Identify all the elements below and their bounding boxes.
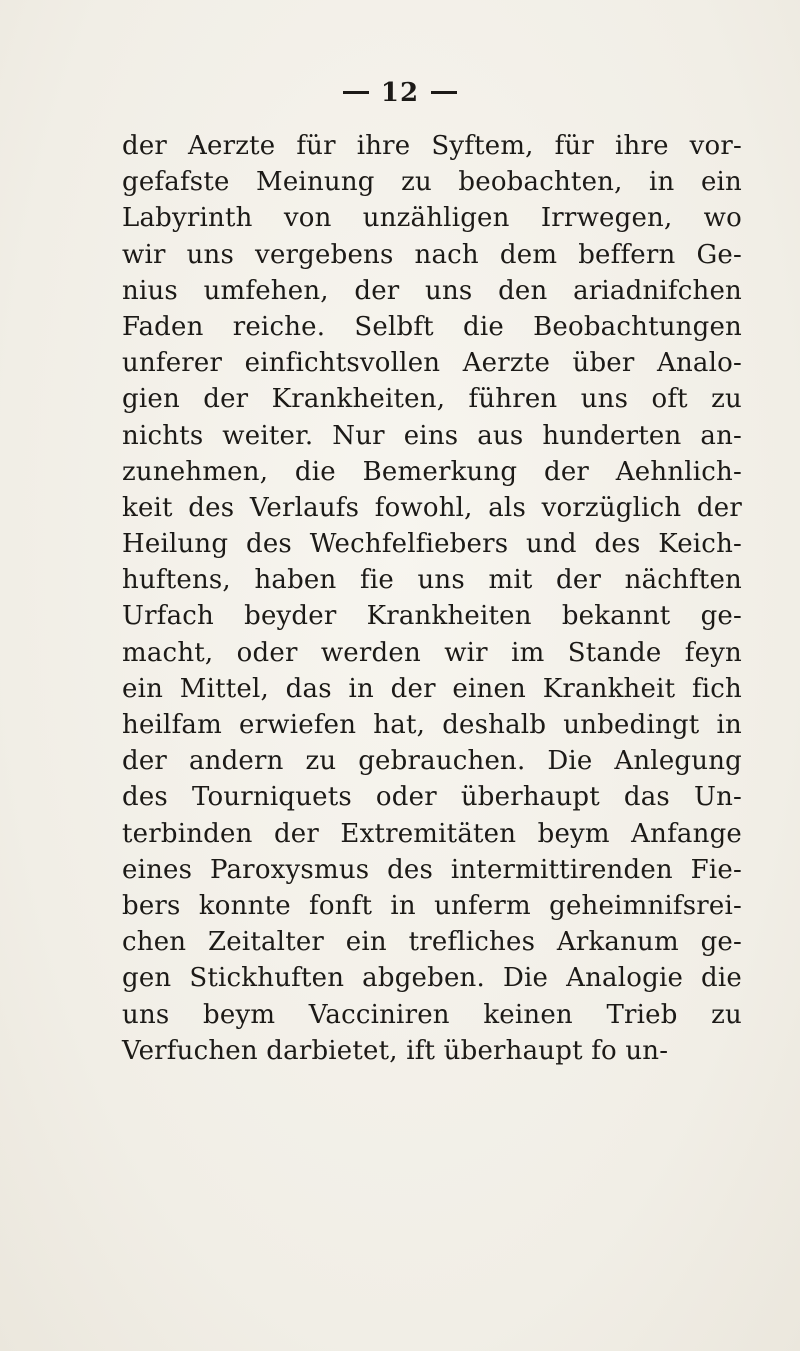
text-line: gefafste Meinung zu beobachten, in ein (122, 167, 742, 198)
body-text (122, 128, 742, 1069)
header-dash-left (343, 91, 369, 94)
text-line: eines Paroxysmus des intermittirenden Fie- (122, 854, 742, 885)
text-line: gien der Krankheiten, führen uns oft zu (122, 384, 742, 415)
text-line: chen Zeitalter ein trefliches Arkanum ge- (122, 927, 742, 958)
text-line: der andern zu gebrauchen. Die Anlegung (122, 746, 742, 777)
text-line: heilfam erwiefen hat, deshalb unbedingt in (122, 710, 742, 740)
page-number: 12 (380, 78, 420, 108)
text-line: terbinden der Extremitäten beym Anfange (122, 818, 742, 849)
header-dash-right (431, 91, 457, 94)
text-line: der Aerzte für ihre Syftem, für ihre vor- (122, 131, 742, 161)
text-line: des Tourniquets oder überhaupt das Un- (122, 782, 742, 813)
text-line: nichts weiter. Nur eins aus hunderten an- (122, 420, 742, 451)
text-line: gen Stickhuften abgeben. Die Analogie die (122, 963, 742, 994)
text-line: huftens, haben fie uns mit der nächften (122, 565, 742, 596)
page-header (0, 78, 800, 108)
text-line: macht, oder werden wir im Stande feyn (122, 637, 742, 668)
text-line: Labyrinth von unzähligen Irrwegen, wo (122, 203, 742, 234)
text-line: Heilung des Wechfelfiebers und des Keich- (122, 529, 742, 560)
text-line: Urfach beyder Krankheiten bekannt ge- (122, 601, 742, 632)
text-line: unferer einfichtsvollen Aerzte über Analo- (122, 348, 742, 379)
text-line: bers konnte fonft in unferm geheimnifsrei- (122, 890, 742, 921)
text-line: keit des Verlaufs fowohl, als vorzüglich der (122, 492, 742, 523)
text-line: ein Mittel, das in der einen Krankheit fich (122, 673, 742, 704)
text-line: nius umfehen, der uns den ariadnifchen (122, 275, 742, 306)
text-line: uns beym Vacciniren keinen Trieb zu (122, 999, 742, 1030)
text-line: Faden reiche. Selbft die Beobachtungen (122, 311, 742, 342)
text-line: zunehmen, die Bemerkung der Aehnlich- (122, 456, 742, 487)
text-line: Verfuchen darbietet, ift überhaupt fo un- (122, 1035, 669, 1066)
text-line: wir uns vergebens nach dem beffern Ge- (122, 239, 742, 270)
